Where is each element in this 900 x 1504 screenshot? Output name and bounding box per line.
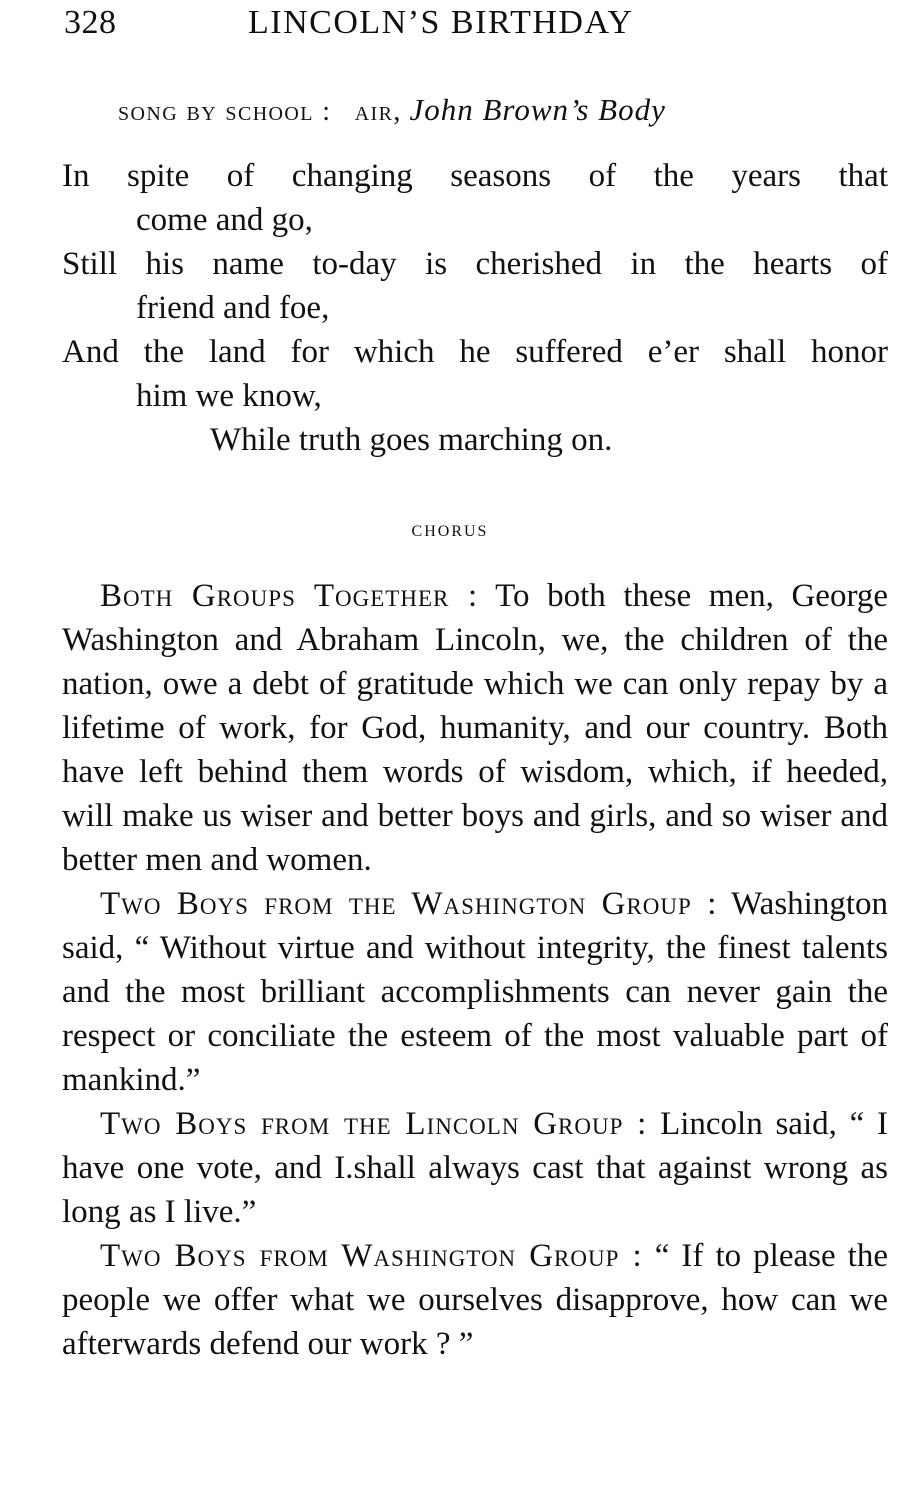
speaker-label: Two Boys from Washington Group : <box>100 1238 643 1274</box>
page-number: 328 <box>64 4 117 41</box>
speaker-label: Two Boys from the Washington Group : <box>100 886 718 922</box>
paragraph-text: To both these men, George Washington and Abraham Lincoln, we, the children of the nation, owe a debt of gratitude which we can only repay by a lifetime of work, for God, humanity, and our country. Both have left behind them words of wisdom, which, if heeded, will make us wiser and better boys and girls, and so wiser and better men and women. <box>62 578 888 878</box>
verse-line: And the land for which he suffered e’er shall honor <box>62 334 888 370</box>
song-label: song by school : <box>118 96 332 127</box>
dialogue-text <box>62 574 888 1366</box>
verse-line-continuation: come and go, <box>136 202 313 238</box>
verse-line: Still his name to-day is cherished in the hearts of <box>62 246 888 282</box>
song-heading <box>118 92 666 128</box>
speaker-label: Both Groups Together : <box>100 578 479 614</box>
verse-refrain: While truth goes marching on. <box>210 422 613 458</box>
dialogue-paragraph <box>62 1234 888 1366</box>
page-header <box>64 4 890 48</box>
verse-line-continuation: him we know, <box>136 378 322 414</box>
dialogue-paragraph <box>62 882 888 1102</box>
paragraph-text: Lincoln said, “ I have one vote, and I.shall always cast that against wrong as long as I live.” <box>62 1106 889 1230</box>
verse-line-continuation: friend and foe, <box>136 290 330 326</box>
air-title: John Brown’s Body <box>409 92 666 127</box>
dialogue-paragraph <box>62 1102 888 1234</box>
verse-line: In spite of changing seasons of the years that <box>62 158 888 194</box>
dialogue-paragraph <box>62 574 888 882</box>
song-verse <box>62 154 888 462</box>
paragraph-text: Washington said, “ Without virtue and without integrity, the finest talents and the most brilliant accomplishments can never gain the respect or conciliate the esteem of the most valuable part of mankind.” <box>62 886 889 1098</box>
speaker-label: Two Boys from the Lincoln Group : <box>100 1106 648 1142</box>
running-title: LINCOLN’S BIRTHDAY <box>248 4 634 41</box>
paragraph-text: “ If to please the people we offer what we ourselves disapprove, how can we afterwards defend our work ? ” <box>62 1238 888 1362</box>
chorus-heading: chorus <box>411 516 489 541</box>
air-label: air, <box>354 96 402 127</box>
